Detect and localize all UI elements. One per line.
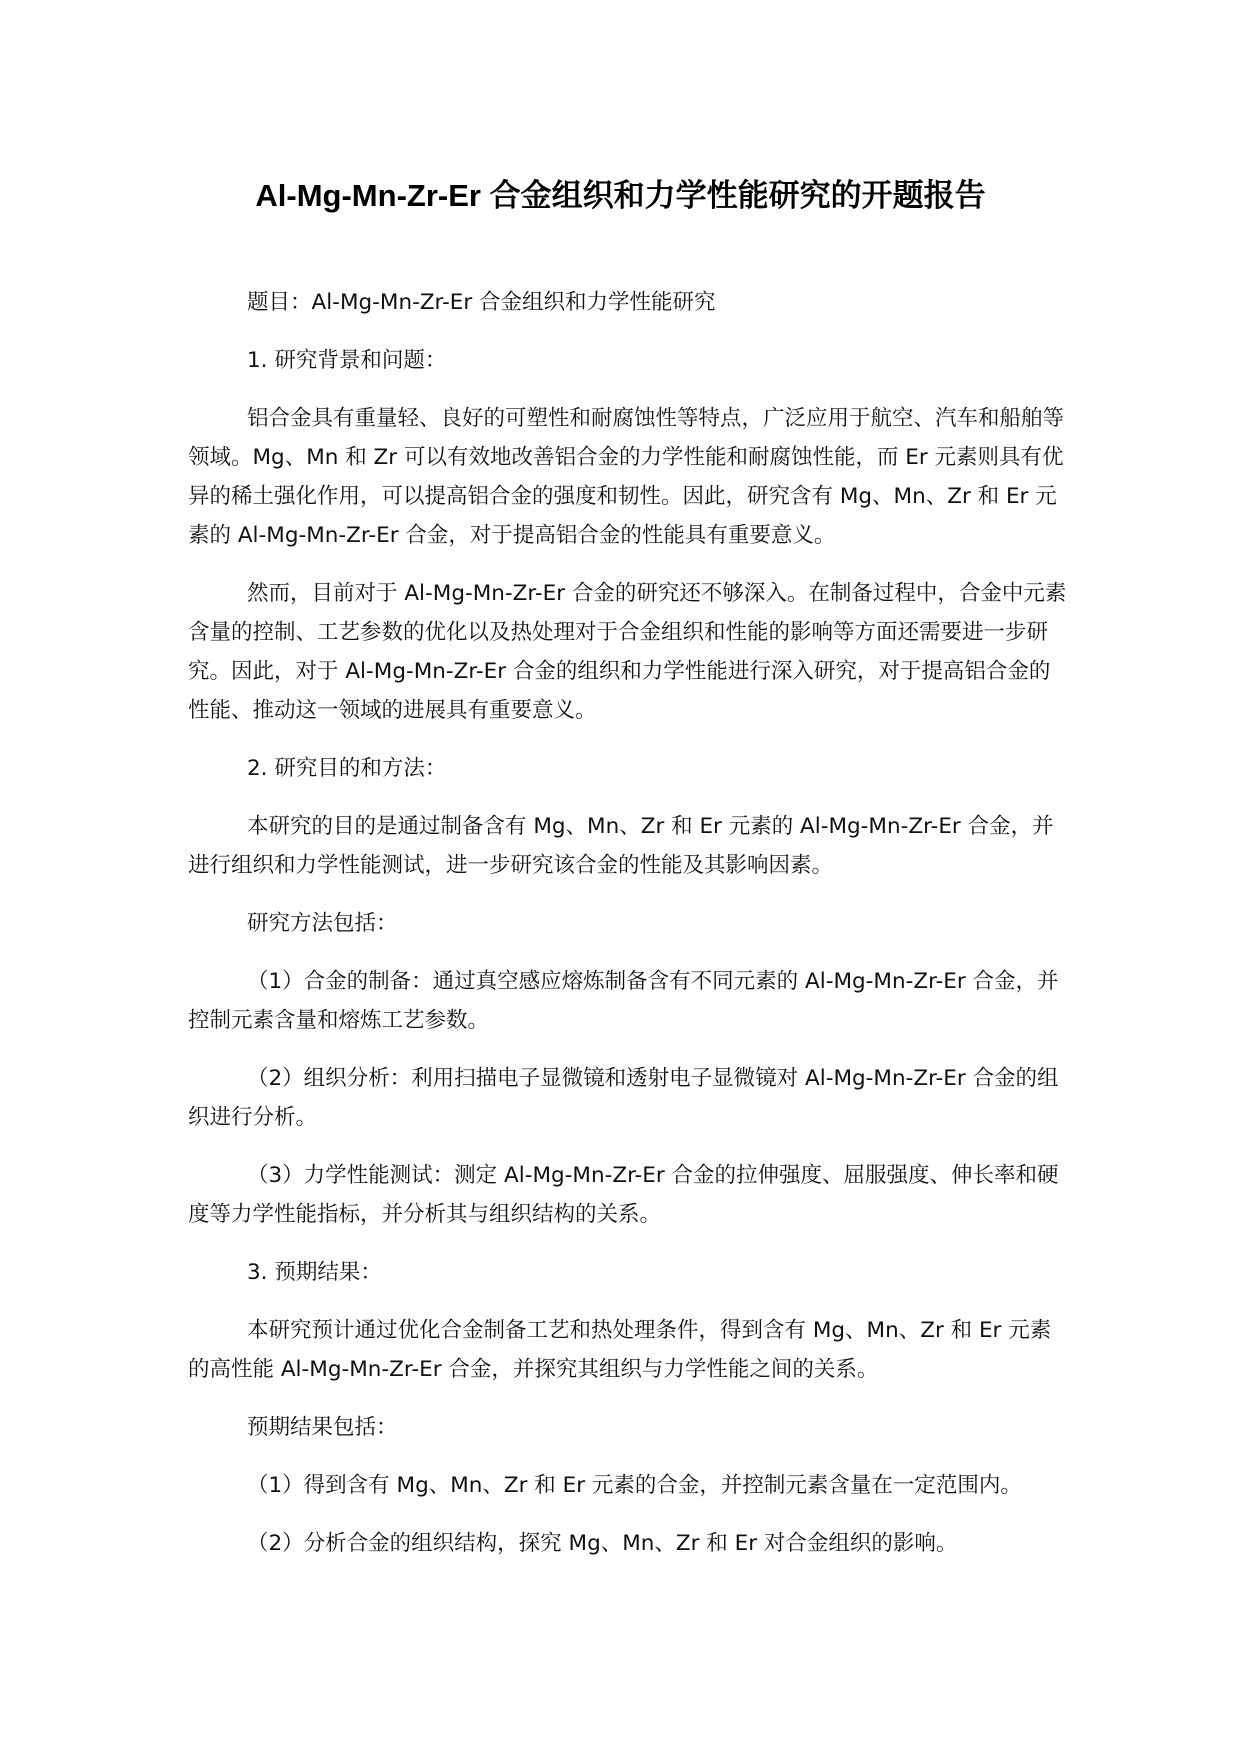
list-item: （1）合金的制备：通过真空感应熔炼制备含有不同元素的 Al-Mg-Mn-Zr-Er 合金，并控制元素含量和熔炼工艺参数。	[188, 969, 1059, 1033]
list-item: （1）得到含有 Mg、Mn、Zr 和 Er 元素的合金，并控制元素含量在一定范围内。	[247, 1473, 1022, 1498]
list-item: （3）力学性能测试：测定 Al-Mg-Mn-Zr-Er 合金的拉伸强度、屈服强度、伸长率和硬度等力学性能指标，并分析其与组织结构的关系。	[188, 1163, 1059, 1227]
paragraph: 预期结果包括：	[247, 1415, 398, 1440]
section-heading-purpose: 2. 研究目的和方法：	[247, 756, 447, 781]
list-item: （2）组织分析：利用扫描电子显微镜和透射电子显微镜对 Al-Mg-Mn-Zr-Er 合金的组织进行分析。	[188, 1066, 1059, 1130]
paragraph: 然而，目前对于 Al-Mg-Mn-Zr-Er 合金的研究还不够深入。在制备过程中，合金中元素含量的控制、工艺参数的优化以及热处理对于合金组织和性能的影响等方面还需要进一步研究。因此，对于 Al-Mg-Mn-Zr-Er 合金的组织和力学性能进行深入研究，对于提高铝合金的性能、推动这一领域的进展具有重要意义。	[188, 581, 1067, 723]
paragraph: 研究方法包括：	[247, 911, 398, 936]
document-title: Al-Mg-Mn-Zr-Er 合金组织和力学性能研究的开题报告	[255, 178, 986, 213]
document-body	[188, 283, 1068, 1582]
section-heading-background: 1. 研究背景和问题：	[247, 348, 447, 373]
list-item: （2）分析合金的组织结构，探究 Mg、Mn、Zr 和 Er 对合金组织的影响。	[247, 1531, 958, 1556]
topic-line: 题目：Al-Mg-Mn-Zr-Er 合金组织和力学性能研究	[247, 290, 716, 315]
paragraph: 本研究的目的是通过制备含有 Mg、Mn、Zr 和 Er 元素的 Al-Mg-Mn-Zr-Er 合金，并进行组织和力学性能测试，进一步研究该合金的性能及其影响因素。	[188, 814, 1054, 878]
paragraph: 铝合金具有重量轻、良好的可塑性和耐腐蚀性等特点，广泛应用于航空、汽车和船舶等领域。Mg、Mn 和 Zr 可以有效地改善铝合金的力学性能和耐腐蚀性能，而 Er 元素则具有优异的稀土强化作用，可以提高铝合金的强度和韧性。因此，研究含有 Mg、Mn、Zr 和 Er 元素的 Al-Mg-Mn-Zr-Er 合金，对于提高铝合金的性能具有重要意义。	[188, 406, 1065, 548]
paragraph: 本研究预计通过优化合金制备工艺和热处理条件，得到含有 Mg、Mn、Zr 和 Er 元素的高性能 Al-Mg-Mn-Zr-Er 合金，并探究其组织与力学性能之间的关系。	[188, 1318, 1052, 1382]
section-heading-expected: 3. 预期结果：	[247, 1260, 382, 1285]
